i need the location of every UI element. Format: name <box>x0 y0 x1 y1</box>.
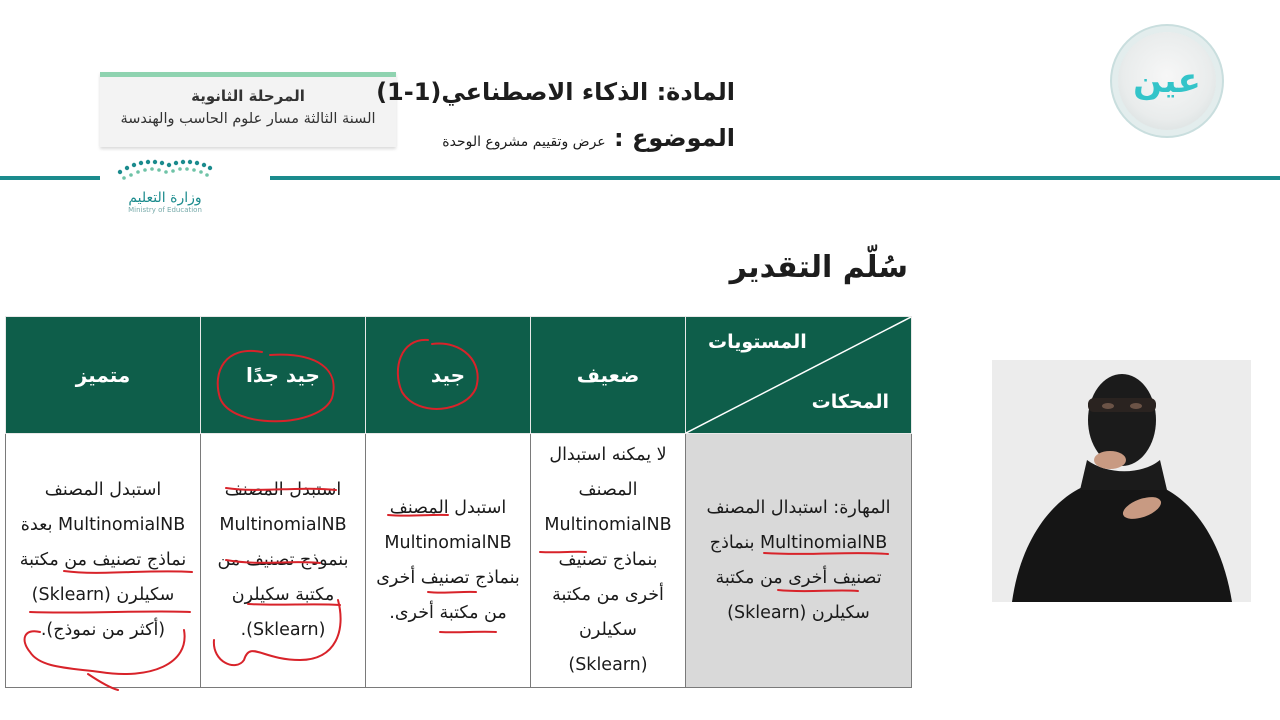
ministry-name-ar: وزارة التعليم <box>128 190 202 206</box>
level-excellent: متميز <box>6 317 201 434</box>
very-good-cell: استبدل المصنف MultinomialNB بنموذج تصنيف من مكتبة سكيلرن (Sklearn). <box>201 434 366 688</box>
ministry-logo <box>110 152 220 224</box>
level-very-good: جيد جدًا <box>201 317 366 434</box>
sign-language-video <box>992 360 1251 602</box>
stage-title: المرحلة الثانوية <box>191 87 305 105</box>
excellent-cell: استبدل المصنف MultinomialNB بعدة نماذج تصنيف من مكتبة سكيلرن (Sklearn) (أكثر من نموذج). <box>6 434 201 688</box>
topic-line <box>442 124 735 152</box>
section-title: سُلّم التقدير <box>729 250 908 285</box>
ministry-name-en: Ministry of Education <box>128 206 202 214</box>
level-good: جيد <box>366 317 531 434</box>
levels-label: المستويات <box>708 331 807 353</box>
topic-label: الموضوع : <box>605 124 735 152</box>
criteria-label: المحكات <box>811 391 889 413</box>
rubric-header-row <box>6 317 912 434</box>
criterion-cell: المهارة: استبدال المصنف MultinomialNB بنماذج تصنيف أخرى من مكتبة سكيلرن (Sklearn) <box>686 434 912 688</box>
stage-subtitle: السنة الثالثة مسار علوم الحاسب والهندسة <box>120 111 376 127</box>
subject-title: المادة: الذكاء الاصطناعي(1-1) <box>376 78 735 106</box>
ain-logo-text: عين <box>1133 61 1201 101</box>
topic-value: عرض وتقييم مشروع الوحدة <box>442 134 606 150</box>
ministry-dots-icon <box>110 152 220 186</box>
level-weak: ضعيف <box>531 317 686 434</box>
rubric-criterion-row <box>6 434 912 688</box>
good-cell: استبدل المصنف MultinomialNB بنماذج تصنيف أخرى من مكتبة أخرى. <box>366 434 531 688</box>
rubric-corner-cell <box>686 317 912 434</box>
ain-logo <box>1118 32 1216 130</box>
weak-cell: لا يمكنه استبدال المصنف MultinomialNB بنماذج تصنيف أخرى من مكتبة سكيلرن (Sklearn) <box>531 434 686 688</box>
rubric-table <box>5 316 911 680</box>
interpreter-figure-icon <box>992 360 1251 602</box>
stage-box <box>100 72 396 147</box>
